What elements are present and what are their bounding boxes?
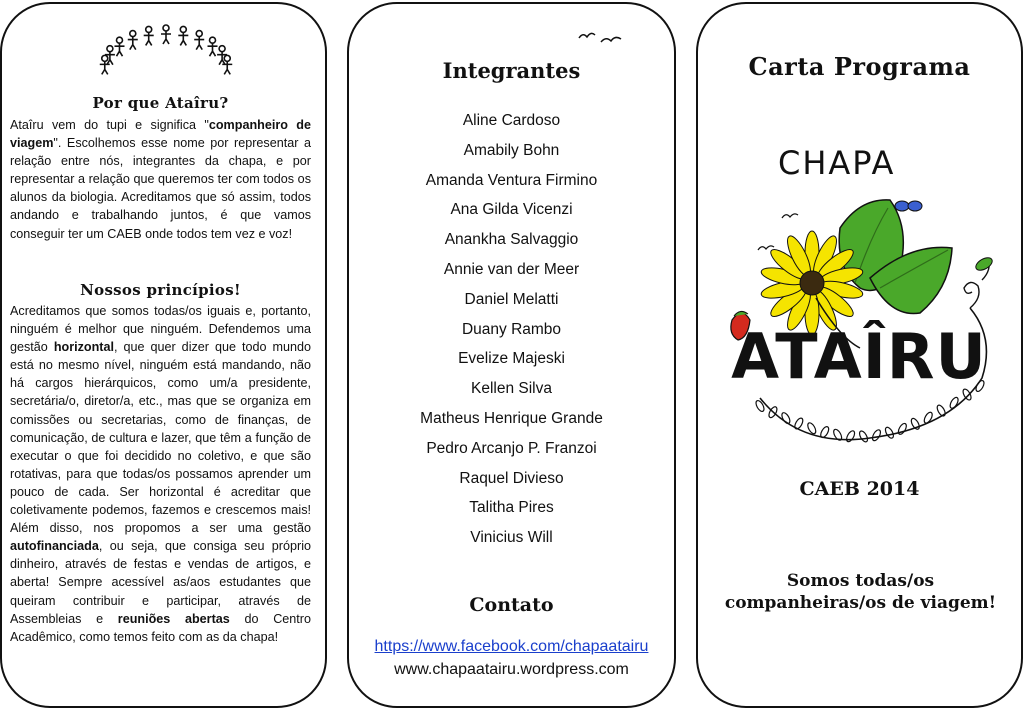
member-name: Evelize Majeski bbox=[458, 350, 565, 368]
member-name: Talitha Pires bbox=[469, 499, 554, 517]
birds-icon bbox=[577, 26, 627, 46]
member-name: Pedro Arcanjo P. Franzoi bbox=[426, 439, 597, 457]
bold-text: reuniões abertas bbox=[117, 611, 230, 626]
member-name: Ana Gilda Vicenzi bbox=[450, 201, 573, 219]
atairu-logo bbox=[720, 188, 998, 456]
middle-panel bbox=[347, 2, 676, 708]
people-circle-icon bbox=[90, 18, 242, 82]
member-name: Raquel Divieso bbox=[459, 469, 564, 487]
right-panel bbox=[696, 2, 1023, 708]
website-text: www.chapaatairu.wordpress.com bbox=[394, 661, 629, 678]
contact-title: Contato bbox=[469, 594, 554, 616]
members-list bbox=[349, 110, 674, 557]
member-name: Matheus Henrique Grande bbox=[420, 409, 603, 427]
caeb-year: CAEB 2014 bbox=[799, 478, 920, 500]
facebook-link[interactable]: https://www.facebook.com/chapaatairu bbox=[374, 638, 649, 655]
member-name: Kellen Silva bbox=[471, 380, 552, 398]
bold-text: autofinanciada bbox=[10, 539, 99, 554]
member-name: Amanda Ventura Firmino bbox=[425, 171, 598, 189]
slogan: Somos todas/os companheiras/os de viagem! bbox=[724, 571, 997, 613]
section-principles-text bbox=[10, 302, 311, 646]
member-name: Annie van der Meer bbox=[443, 260, 580, 278]
text-run: , que quer dizer que todo mundo está no mesmo nível, ninguém está mandando, não há cargos hierárquicos, como um/a presidente, secretária/o, diretor/a, etc., mas que se organiza em comissões ou secretarias, como de finanças, de comunicação, de cultura e lazer, que têm a função de executar o que foi decidido no coletivo, e que são rotativas, para que todas/os possamos aprender um pouco de cada. Ser horizontal é acreditar que coletivamente podemos, fazemos e crescemos mais! Além disso, nos propomos a ser uma gestão bbox=[10, 340, 311, 536]
text-run: ". Escolhemos esse nome por representar a relação entre nós, integrantes da chapa, e por representar a relação que queremos ter com todos os alunos da biologia. Acreditamos que só assim, todos andando e trabalhando juntos, é que vamos conseguir ter um CAEB onde todos tem vez e voz! bbox=[10, 136, 311, 241]
text-run: do Centro Acadêmico, como temos feito com as da chapa! bbox=[10, 611, 311, 644]
member-name: Duany Rambo bbox=[461, 320, 562, 338]
member-name: Vinicius Will bbox=[470, 529, 553, 547]
section-principles-title: Nossos princípios! bbox=[80, 281, 241, 299]
member-name: Aline Cardoso bbox=[462, 112, 561, 129]
member-name: Daniel Melatti bbox=[464, 290, 559, 308]
chapa-label: CHAPA bbox=[778, 144, 896, 182]
program-title: Carta Programa bbox=[748, 52, 971, 81]
text-run: , ou seja, que consiga seu próprio dinheiro, através de festas e vendas de artigos, e aberta! Sempre acessível as/aos estudantes que queiram contribuir e participar, através de Assembleias e bbox=[10, 539, 311, 626]
member-name: Anankha Salvaggio bbox=[444, 231, 579, 249]
members-title: Integrantes bbox=[442, 58, 581, 83]
logo-text: ATAÎRU bbox=[731, 320, 987, 393]
section-why-title: Por que Ataîru? bbox=[92, 94, 229, 112]
bold-text: horizontal bbox=[53, 340, 114, 355]
left-panel bbox=[0, 2, 327, 708]
bold-text: companheiro de viagem bbox=[10, 118, 311, 151]
text-run: Ataîru vem do tupi e significa " bbox=[10, 118, 209, 132]
member-name: Amabily Bohn bbox=[463, 141, 560, 159]
text-run: Acreditamos que somos todas/os iguais e, portanto, ninguém é melhor que ninguém. Defendemos uma gestão bbox=[10, 304, 311, 355]
section-why-text bbox=[10, 116, 311, 243]
